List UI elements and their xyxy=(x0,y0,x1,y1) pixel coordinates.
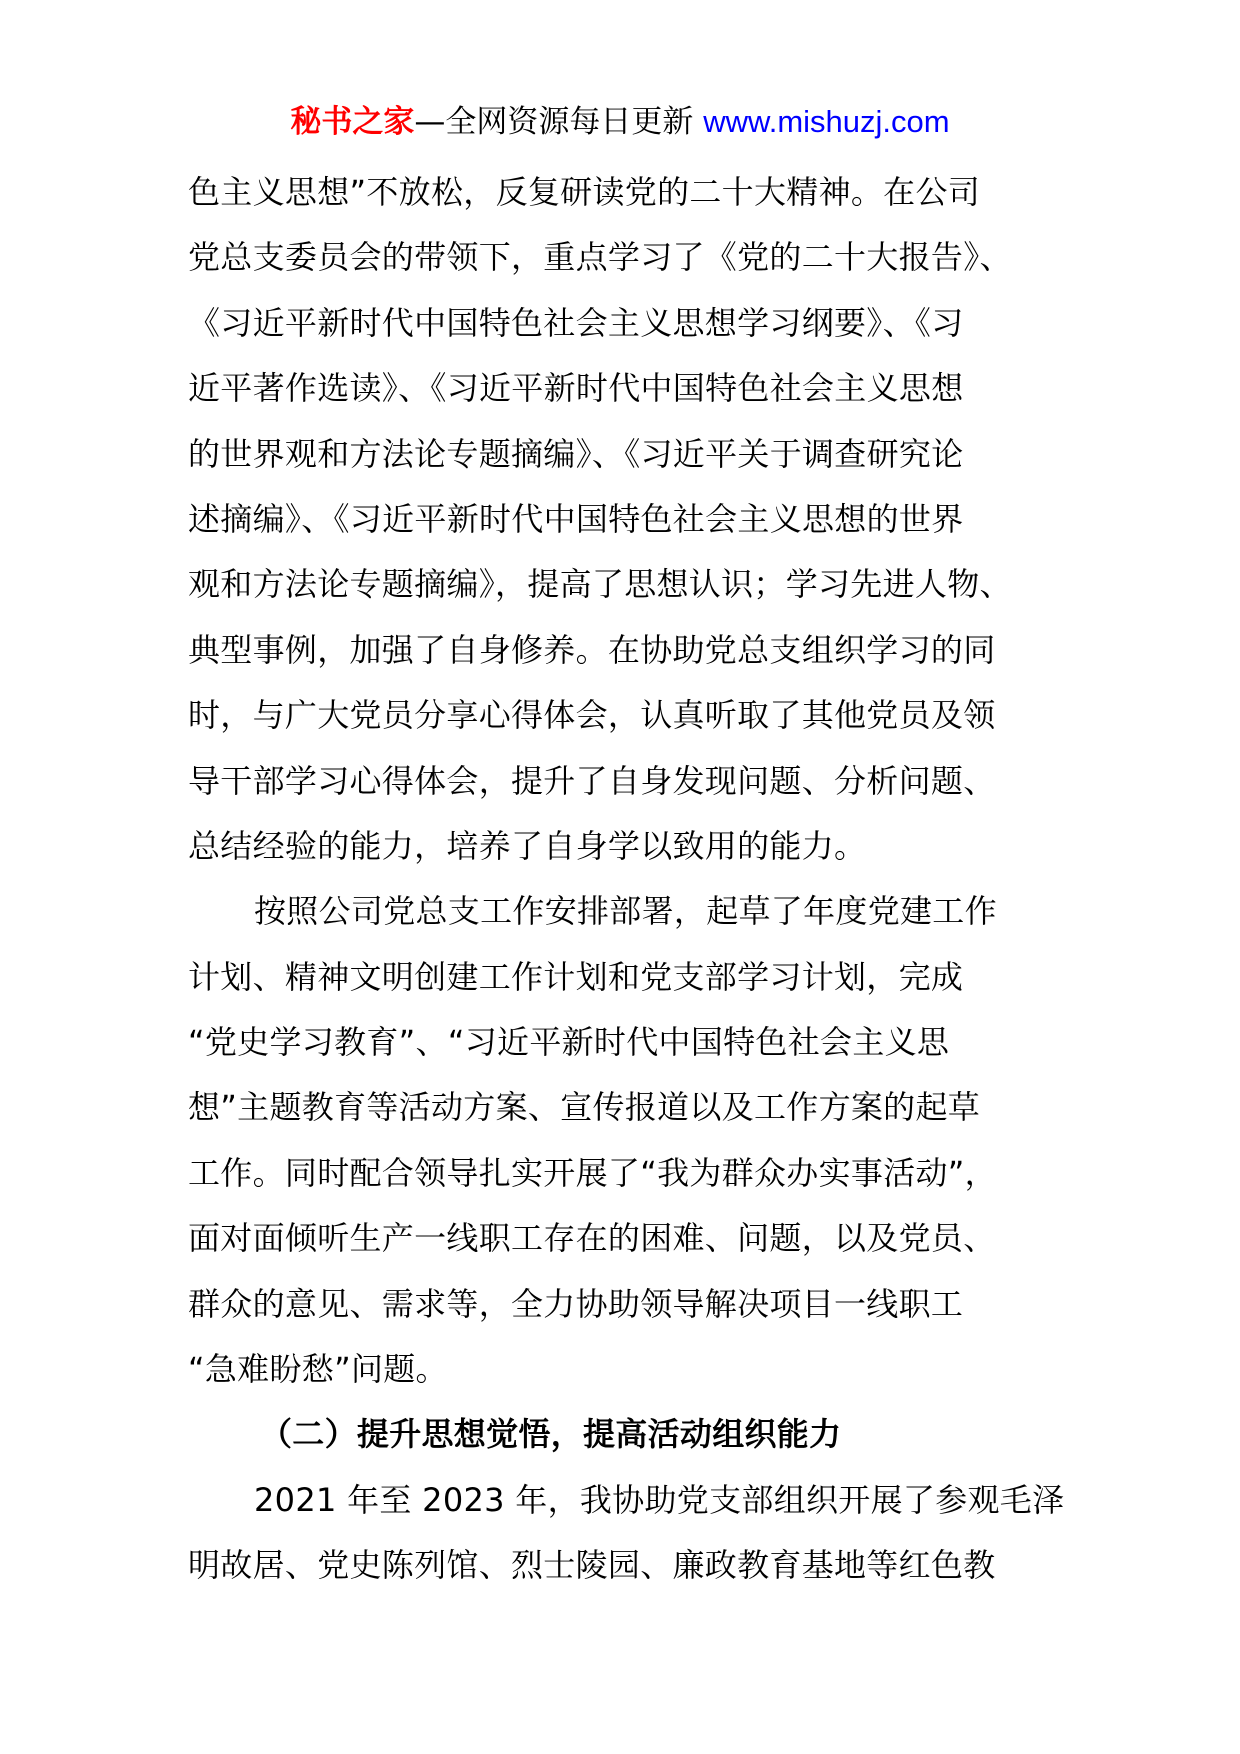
text-line: “党史学习教育”、“习近平新时代中国特色社会主义思 xyxy=(188,1023,950,1062)
text-line: 的世界观和方法论专题摘编》、《习近平关于调查研究论 xyxy=(188,434,964,473)
text-line: 典型事例，加强了自身修养。在协助党总支组织学习的同 xyxy=(188,630,996,669)
text-line: 面对面倾听生产一线职工存在的困难、问题，以及党员、 xyxy=(188,1219,996,1258)
document-body xyxy=(188,160,1068,1599)
text-line: 导干部学习心得体会，提升了自身发现问题、分析问题、 xyxy=(188,761,996,800)
text-line: 总结经验的能力，培养了自身学以致用的能力。 xyxy=(188,826,867,865)
text-line: 党总支委员会的带领下，重点学习了《党的二十大报告》、 xyxy=(188,238,1012,277)
text-line: 近平著作选读》、《习近平新时代中国特色社会主义思想 xyxy=(188,369,964,408)
paragraph-start-line: 2021 年至 2023 年，我协助党支部组织开展了参观毛泽 xyxy=(254,1480,1065,1519)
site-slogan: —全网资源每日更新 xyxy=(414,104,704,140)
text-line: 明故居、党史陈列馆、烈士陵园、廉政教育基地等红色教 xyxy=(188,1546,996,1585)
site-url[interactable]: www.mishuzj.com xyxy=(703,104,950,139)
text-line: 《习近平新时代中国特色社会主义思想学习纲要》、《习 xyxy=(188,303,964,342)
text-line: 时，与广大党员分享心得体会，认真听取了其他党员及领 xyxy=(188,696,996,735)
paragraph-start-line: 按照公司党总支工作安排部署，起草了年度党建工作 xyxy=(254,892,997,931)
site-header xyxy=(0,100,1240,144)
text-line: “急难盼愁”问题。 xyxy=(188,1350,448,1389)
text-line: 计划、精神文明创建工作计划和党支部学习计划，完成 xyxy=(188,957,964,996)
site-brand: 秘书之家 xyxy=(290,104,415,140)
text-line: 群众的意见、需求等，全力协助领导解决项目一线职工 xyxy=(188,1284,964,1323)
text-line: 观和方法论专题摘编》，提高了思想认识；学习先进人物、 xyxy=(188,565,1012,604)
text-line: 想”主题教育等活动方案、宣传报道以及工作方案的起草 xyxy=(188,1088,981,1127)
section-heading: （二）提升思想觉悟，提高活动组织能力 xyxy=(260,1415,842,1454)
text-line: 述摘编》、《习近平新时代中国特色社会主义思想的世界 xyxy=(188,499,964,538)
text-line: 工作。同时配合领导扎实开展了“我为群众办实事活动”， xyxy=(188,1153,997,1192)
text-line: 色主义思想”不放松，反复研读党的二十大精神。在公司 xyxy=(188,173,981,211)
